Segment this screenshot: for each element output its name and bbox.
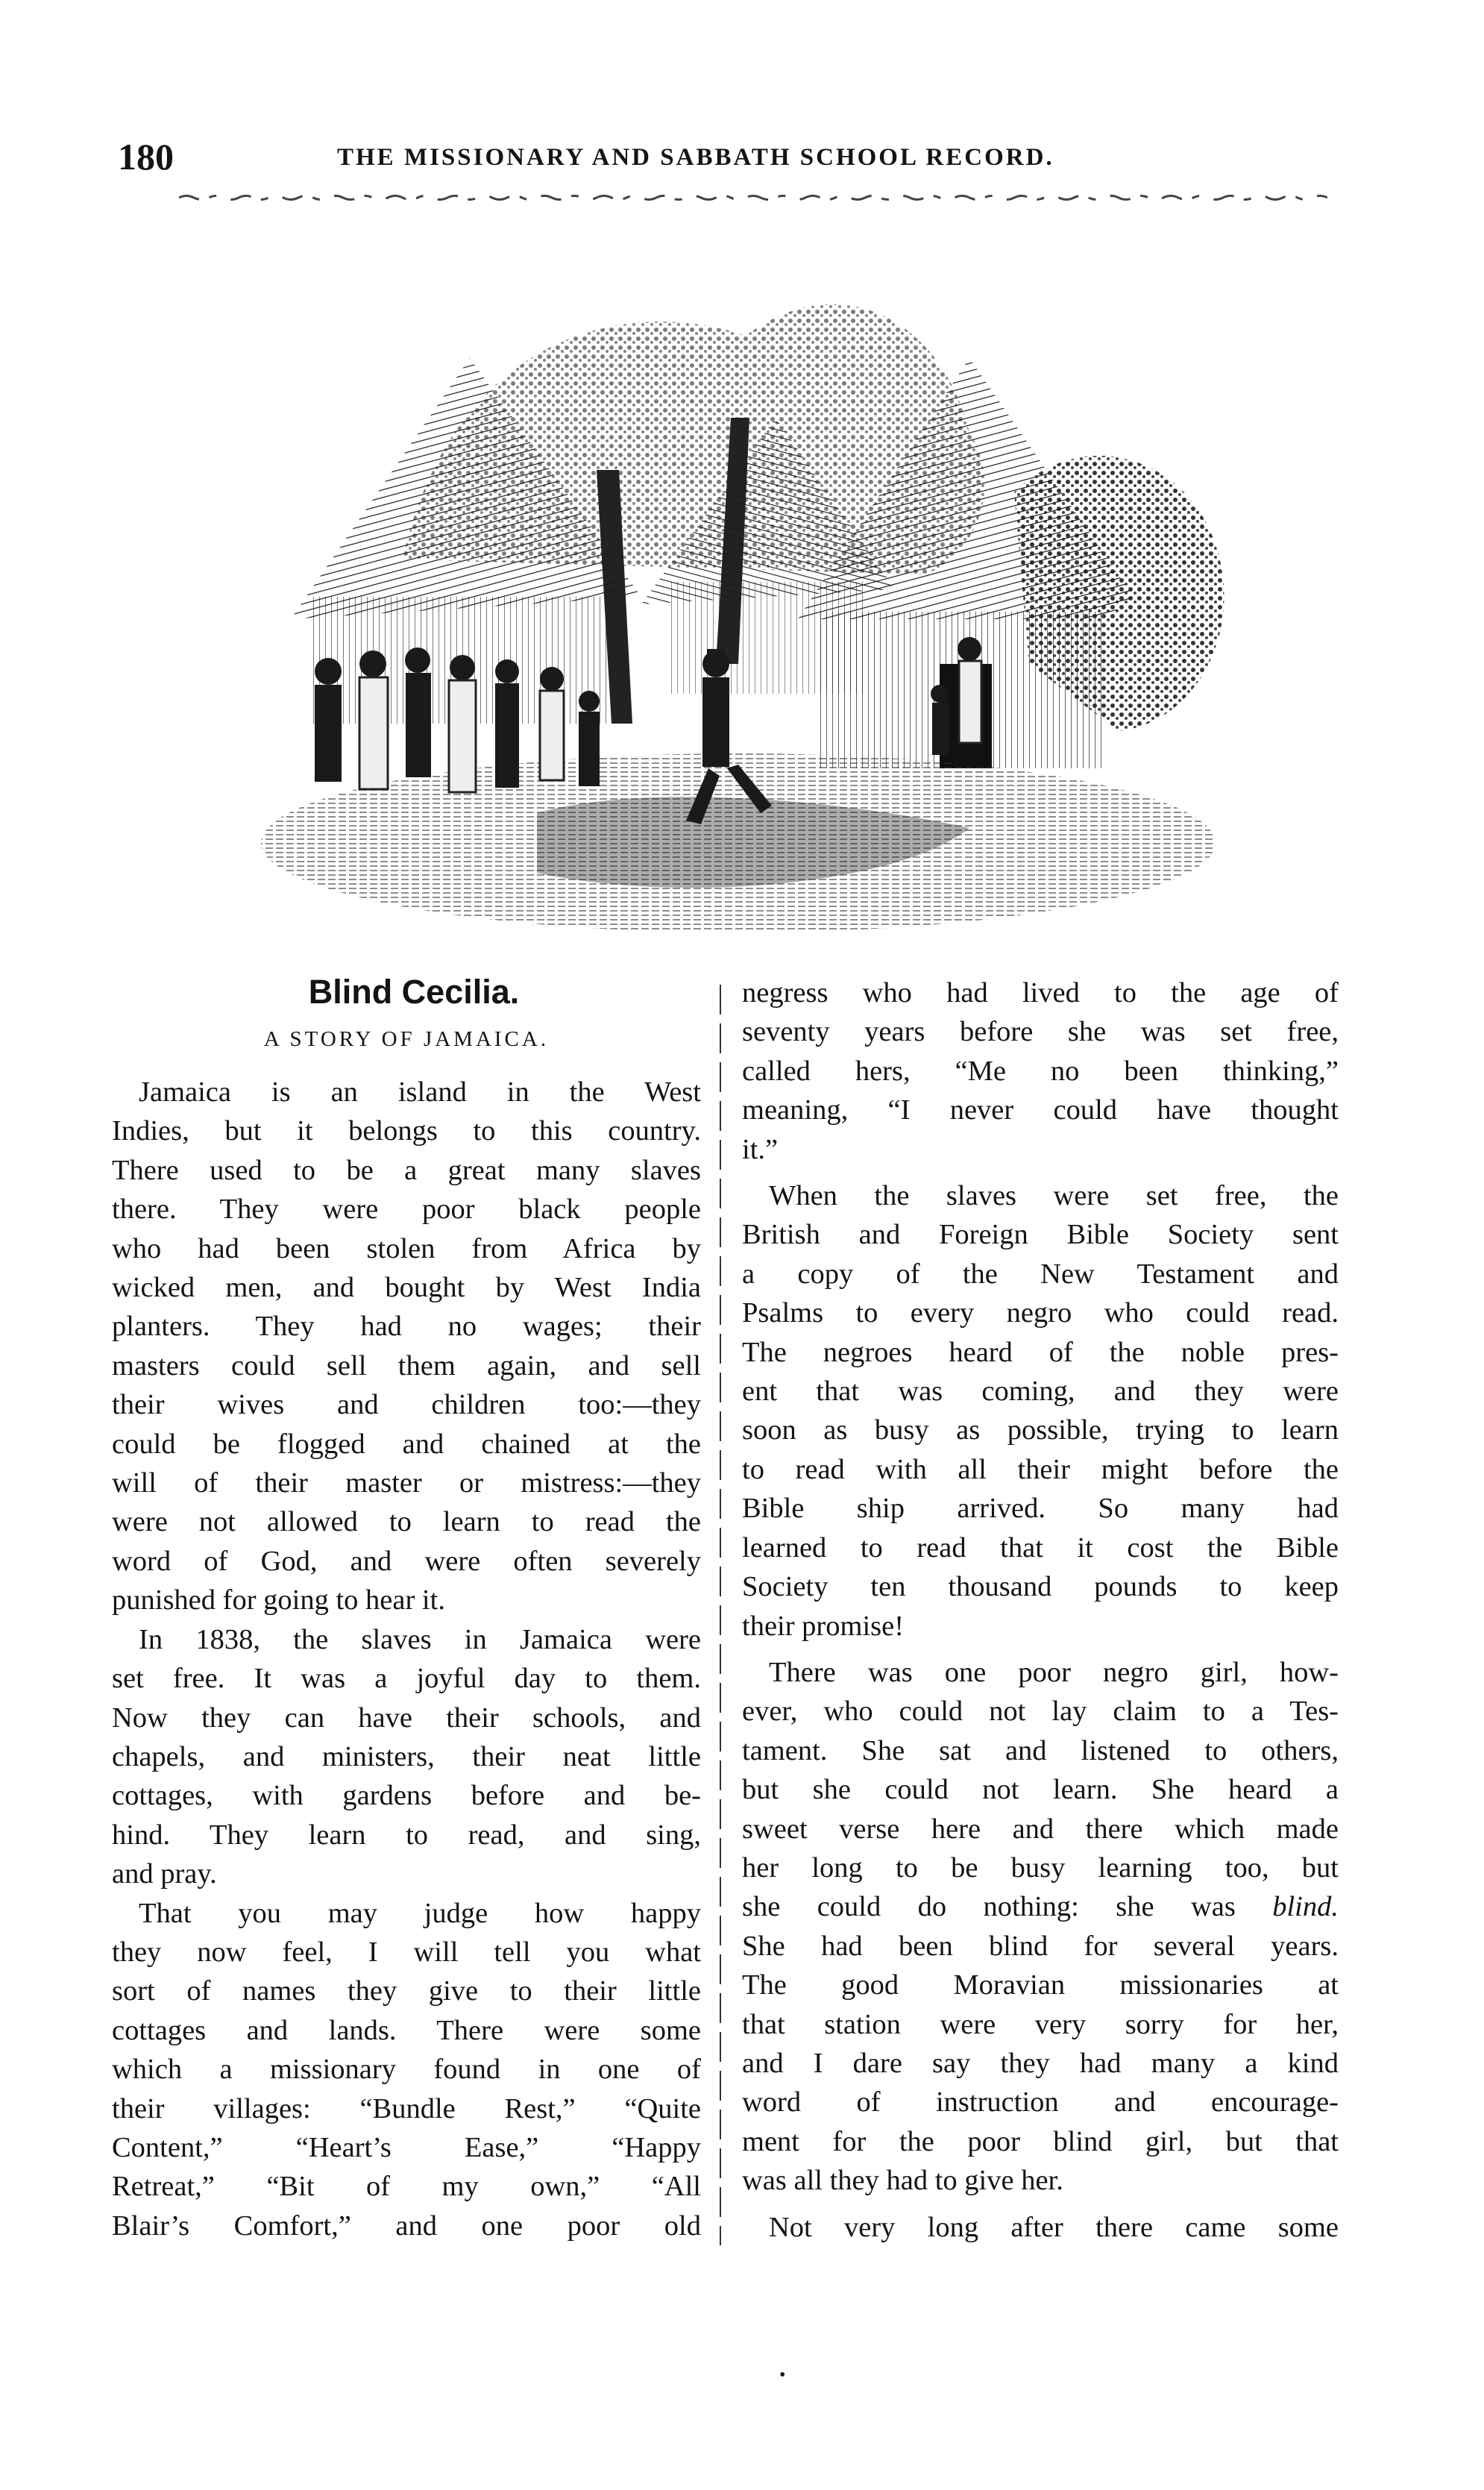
text-line: Jamaica is an island in the West: [139, 1076, 701, 1108]
text-line: who had been stolen from Africa by: [112, 1232, 701, 1264]
text-line: set free. It was a joyful day to them.: [112, 1663, 701, 1695]
text-line: ever, who could not lay claim to a Tes-: [742, 1696, 1339, 1728]
text-line: could be flogged and chained at the: [112, 1428, 701, 1460]
text-line: their villages: “Bundle Rest,” “Quite: [112, 2092, 701, 2124]
text-line: called hers, “Me no been thinking,”: [742, 1055, 1339, 1087]
text-line: her long to be busy learning too, but: [742, 1851, 1339, 1884]
text-line: Content,” “Heart’s Ease,” “Happy: [112, 2131, 701, 2163]
text-line: cottages and lands. There were some: [112, 2014, 701, 2046]
text-line: but she could not learn. She heard a: [742, 1774, 1339, 1806]
text-line: The negroes heard of the noble pres-: [742, 1336, 1339, 1368]
text-line: Retreat,” “Bit of my own,” “All: [112, 2171, 701, 2203]
text-line: In 1838, the slaves in Jamaica were: [139, 1623, 701, 1655]
text-line: was all they had to give her.: [742, 2165, 1063, 2197]
paragraph: [742, 1653, 1339, 2201]
text-line: wicked men, and bought by West India: [112, 1272, 701, 1304]
text-line: There used to be a great many slaves: [112, 1154, 701, 1186]
text-line: sort of names they give to their little: [112, 1975, 701, 2007]
emphasis-word: blind.: [1272, 1891, 1339, 1923]
text-line: That you may judge how happy: [139, 1897, 701, 1929]
text-line: and pray.: [112, 1858, 217, 1890]
right-column: [742, 973, 1339, 2247]
text-line: ent that was coming, and they were: [742, 1376, 1339, 1408]
text-line: word of God, and were often severely: [112, 1545, 701, 1577]
text-line: tament. She sat and listened to others,: [742, 1734, 1339, 1766]
article-subtitle: A STORY OF JAMAICA.: [263, 1027, 550, 1051]
text-line: masters could sell them again, and sell: [112, 1349, 701, 1382]
text-line: their wives and children too:—they: [112, 1389, 701, 1421]
text-line: hind. They learn to read, and sing,: [112, 1819, 701, 1851]
paragraph: [112, 1620, 701, 1894]
text-line: seventy years before she was set free,: [742, 1016, 1339, 1048]
text-line: sweet verse here and there which made: [742, 1813, 1339, 1845]
text-line: to read with all their might before the: [742, 1453, 1339, 1485]
text-line: negress who had lived to the age of: [742, 977, 1339, 1009]
paragraph: [112, 1894, 701, 2246]
text-line: there. They were poor black people: [112, 1194, 701, 1226]
page-number: 180: [118, 136, 174, 178]
page-mark: •: [779, 2365, 786, 2385]
running-title: THE MISSIONARY AND SABBATH SCHOOL RECORD.: [337, 144, 1054, 171]
text-line: soon as busy as possible, trying to learn: [742, 1414, 1339, 1446]
text-line: learned to read that it cost the Bible: [742, 1531, 1339, 1564]
header-rule: [179, 192, 1327, 203]
text-line: Bible ship arrived. So many had: [742, 1493, 1339, 1525]
text-line: Now they can have their schools, and: [112, 1702, 701, 1734]
text-line: She had been blind for several years.: [742, 1930, 1339, 1962]
column-divider: [720, 985, 721, 2245]
left-column: [112, 970, 701, 2245]
text-line: [742, 1887, 1339, 1926]
paragraph: [742, 1176, 1339, 1646]
village-engraving: [224, 246, 1253, 940]
text-line: planters. They had no wages; their: [112, 1311, 701, 1343]
text-line: British and Foreign Bible Society sent: [742, 1219, 1339, 1251]
text-line: that station were very sorry for her,: [742, 2008, 1339, 2040]
text-line: will of their master or mistress:—they: [112, 1467, 701, 1499]
text-line: Blair’s Comfort,” and one poor old: [112, 2210, 701, 2242]
text-line: There was one poor negro girl, how-: [769, 1656, 1339, 1688]
text-line: a copy of the New Testament and: [742, 1258, 1339, 1290]
paragraph: [742, 973, 1339, 1169]
paragraph: [112, 1073, 701, 1620]
text-line: ment for the poor blind girl, but that: [742, 2125, 1339, 2157]
text-line: Indies, but it belongs to this country.: [112, 1115, 701, 1147]
text-line: their promise!: [742, 1610, 905, 1642]
text-line: punished for going to hear it.: [112, 1584, 445, 1616]
text-line: Society ten thousand pounds to keep: [742, 1571, 1339, 1603]
text-line: which a missionary found in one of: [112, 2054, 701, 2086]
text-line: word of instruction and encourage-: [742, 2086, 1339, 2119]
text-line: chapels, and ministers, their neat little: [112, 1740, 701, 1772]
text-line: cottages, with gardens before and be-: [112, 1780, 701, 1812]
text-line: they now feel, I will tell you what: [112, 1936, 701, 1968]
text-line: Not very long after there came some: [769, 2211, 1339, 2243]
text-line: The good Moravian missionaries at: [742, 1969, 1339, 2001]
article-title: Blind Cecilia.: [308, 973, 520, 1011]
text-line: When the slaves were set free, the: [769, 1180, 1339, 1212]
text-line: Psalms to every negro who could read.: [742, 1297, 1339, 1329]
text-span: she could do nothing: she was: [742, 1891, 1273, 1923]
text-line: were not allowed to learn to read the: [112, 1506, 701, 1538]
paragraph: [742, 2208, 1339, 2247]
text-line: meaning, “I never could have thought: [742, 1094, 1339, 1126]
text-line: and I dare say they had many a kind: [742, 2047, 1339, 2079]
text-line: it.”: [742, 1133, 779, 1165]
